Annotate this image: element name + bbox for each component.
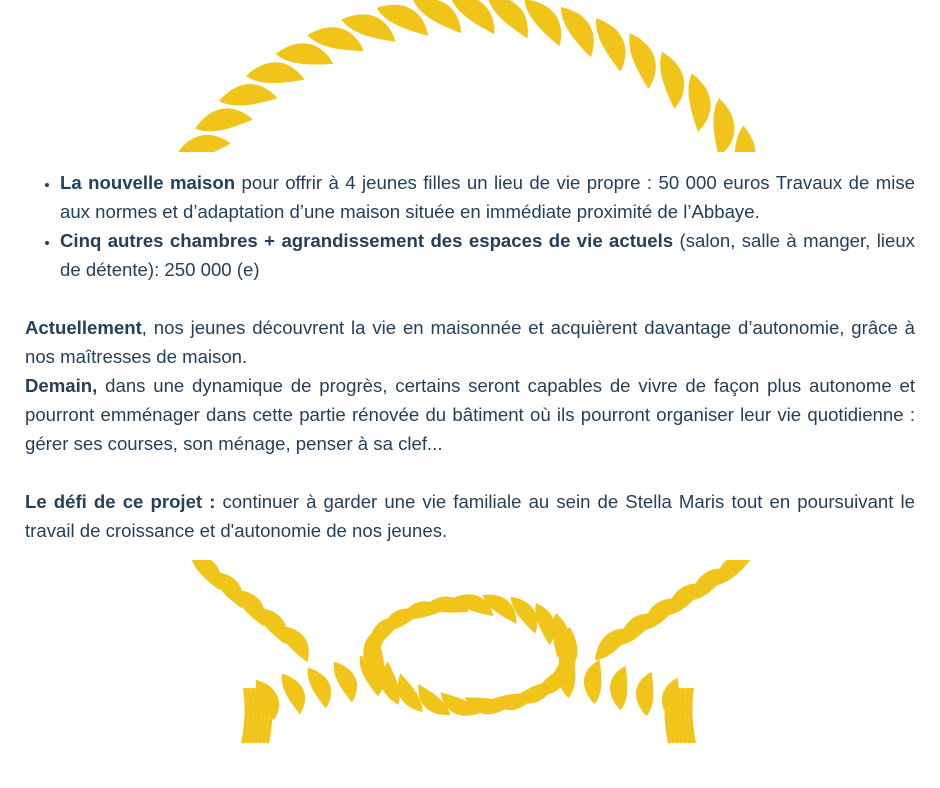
paragraph-lead: Actuellement: [25, 317, 142, 338]
item-title: La nouvelle maison: [60, 172, 236, 193]
item-text: (salon, salle à manger, lieux de détente): 250 000 (e): [60, 230, 915, 280]
paragraph-text: , nos jeunes découvrent la vie en maisonnée et acquièrent davantage d’autonomie, grâce à nos maîtresses de maison.: [25, 317, 915, 367]
paragraph-demain: [25, 371, 915, 458]
rope-knot-icon: [0, 560, 940, 760]
paragraph-actuellement: [25, 313, 915, 371]
list-item: [60, 226, 915, 284]
paragraph-text: dans une dynamique de progrès, certains seront capables de vivre de façon plus autonome et pourront emménager dans cette partie rénovée du bâtiment où ils pourront organiser leur vie quotidienne : gérer ses courses, son ménage, penser à sa clef...: [25, 375, 915, 454]
project-list: [25, 168, 915, 284]
paragraph-lead: Demain,: [25, 375, 98, 396]
paragraph-text: continuer à garder une vie familiale au sein de Stella Maris tout en poursuivant le travail de croissance et d'autonomie de nos jeunes.: [25, 491, 915, 541]
paragraph-defi: [25, 487, 915, 545]
item-title: Cinq autres chambres + agrandissement des espaces de vie actuels: [60, 230, 674, 251]
item-text: pour offrir à 4 jeunes filles un lieu de vie propre : 50 000 euros Travaux de mise aux normes et d’adaptation d’une maison située en immédiate proximité de l’Abbaye.: [60, 172, 915, 222]
main-text: [25, 168, 915, 545]
rope-arc-icon: [0, 0, 940, 152]
paragraph-lead: Le défi de ce projet :: [25, 491, 216, 512]
list-item: [60, 168, 915, 226]
